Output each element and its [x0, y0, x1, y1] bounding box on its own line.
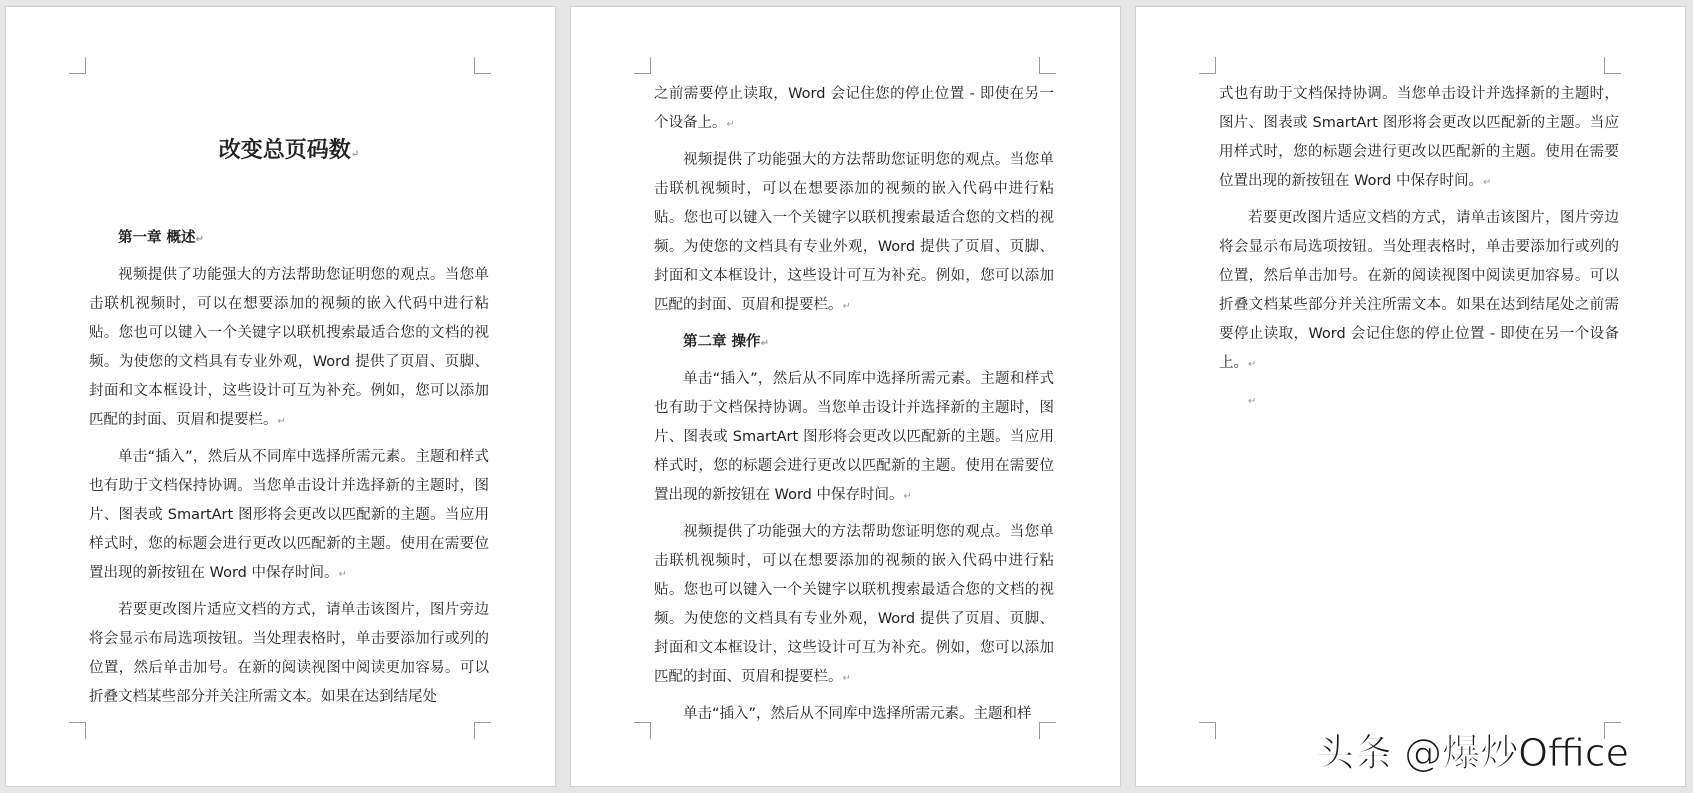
- watermark: 头条 @爆炒Office: [1316, 731, 1629, 775]
- paragraph-mark: ↵: [350, 149, 360, 160]
- document-title: 改变总页码数↵: [218, 137, 360, 163]
- crop-mark: [634, 722, 651, 739]
- crop-mark: [69, 722, 86, 739]
- document-page-3[interactable]: [1135, 6, 1686, 787]
- crop-mark: [1199, 722, 1216, 739]
- paragraph-mark: ↵: [1248, 359, 1257, 370]
- crop-mark: [474, 722, 491, 739]
- paragraph-mark: ↵: [842, 673, 851, 684]
- crop-mark: [634, 57, 651, 74]
- body-paragraph: 式也有助于文档保持协调。当您单击设计并选择新的主题时，图片、图表或 SmartArt 图形将会更改以匹配新的主题。当应用样式时，您的标题会进行更改以匹配新的主题。使用在需要位置出现的新按钮在 Word 中保存时间。↵: [1219, 86, 1619, 189]
- paragraph-mark: ↵: [277, 416, 286, 427]
- body-paragraph: 单击“插入”，然后从不同库中选择所需元素。主题和样: [683, 706, 1032, 722]
- paragraph-mark: ↵: [760, 338, 769, 349]
- page-body: [654, 80, 1054, 736]
- chapter-heading: 第一章 概述↵: [118, 230, 204, 246]
- body-paragraph: 若要更改图片适应文档的方式，请单击该图片，图片旁边将会显示布局选项按钮。当处理表格时，单击要添加行或列的位置，然后单击加号。在新的阅读视图中阅读更加容易。可以折叠文档某些部分并关注所需文本。如果在达到结尾处之前需要停止读取，Word 会记住您的停止位置 - 即使在另一个设备上。↵: [1219, 210, 1619, 371]
- document-page-2[interactable]: [570, 6, 1121, 787]
- body-paragraph: 视频提供了功能强大的方法帮助您证明您的观点。当您单击联机视频时，可以在想要添加的视频的嵌入代码中进行粘贴。您也可以键入一个关键字以联机搜索最适合您的文档的视频。为使您的文档具有专业外观，Word 提供了页眉、页脚、封面和文本框设计，这些设计可互为补充。例如，您可以添加匹配的封面、页眉和提要栏。↵: [654, 524, 1054, 685]
- page-body: [89, 224, 489, 719]
- crop-mark: [474, 57, 491, 74]
- paragraph-mark: ↵: [903, 491, 912, 502]
- body-paragraph: 单击“插入”，然后从不同库中选择所需元素。主题和样式也有助于文档保持协调。当您单击设计并选择新的主题时，图片、图表或 SmartArt 图形将会更改以匹配新的主题。当应用样式时，您的标题会进行更改以匹配新的主题。使用在需要位置出现的新按钮在 Word 中保存时间。↵: [89, 449, 489, 581]
- paragraph-mark: ↵: [195, 234, 204, 245]
- paragraph-mark: ↵: [842, 301, 851, 312]
- crop-mark: [1199, 57, 1216, 74]
- body-paragraph: 视频提供了功能强大的方法帮助您证明您的观点。当您单击联机视频时，可以在想要添加的视频的嵌入代码中进行粘贴。您也可以键入一个关键字以联机搜索最适合您的文档的视频。为使您的文档具有专业外观，Word 提供了页眉、页脚、封面和文本框设计，这些设计可互为补充。例如，您可以添加匹配的封面、页眉和提要栏。↵: [654, 152, 1054, 313]
- paragraph-mark: ↵: [726, 119, 735, 130]
- page-body: [1219, 80, 1619, 423]
- body-paragraph: 视频提供了功能强大的方法帮助您证明您的观点。当您单击联机视频时，可以在想要添加的视频的嵌入代码中进行粘贴。您也可以键入一个关键字以联机搜索最适合您的文档的视频。为使您的文档具有专业外观，Word 提供了页眉、页脚、封面和文本框设计，这些设计可互为补充。例如，您可以添加匹配的封面、页眉和提要栏。↵: [89, 267, 489, 428]
- crop-mark: [1604, 57, 1621, 74]
- paragraph-mark: ↵: [1248, 396, 1257, 407]
- empty-paragraph: [1219, 386, 1619, 416]
- body-paragraph: 若要更改图片适应文档的方式，请单击该图片，图片旁边将会显示布局选项按钮。当处理表格时，单击要添加行或列的位置，然后单击加号。在新的阅读视图中阅读更加容易。可以折叠文档某些部分并关注所需文本。如果在达到结尾处: [89, 602, 489, 705]
- paragraph-mark: ↵: [338, 569, 347, 580]
- crop-mark: [69, 57, 86, 74]
- crop-mark: [1039, 57, 1056, 74]
- chapter-heading: 第二章 操作↵: [683, 334, 769, 350]
- document-page-1[interactable]: [5, 6, 556, 787]
- paragraph-mark: ↵: [1483, 177, 1492, 188]
- body-paragraph: 之前需要停止读取，Word 会记住您的停止位置 - 即使在另一个设备上。↵: [654, 86, 1054, 131]
- body-paragraph: 单击“插入”，然后从不同库中选择所需元素。主题和样式也有助于文档保持协调。当您单击设计并选择新的主题时，图片、图表或 SmartArt 图形将会更改以匹配新的主题。当应用样式时，您的标题会进行更改以匹配新的主题。使用在需要位置出现的新按钮在 Word 中保存时间。↵: [654, 371, 1054, 503]
